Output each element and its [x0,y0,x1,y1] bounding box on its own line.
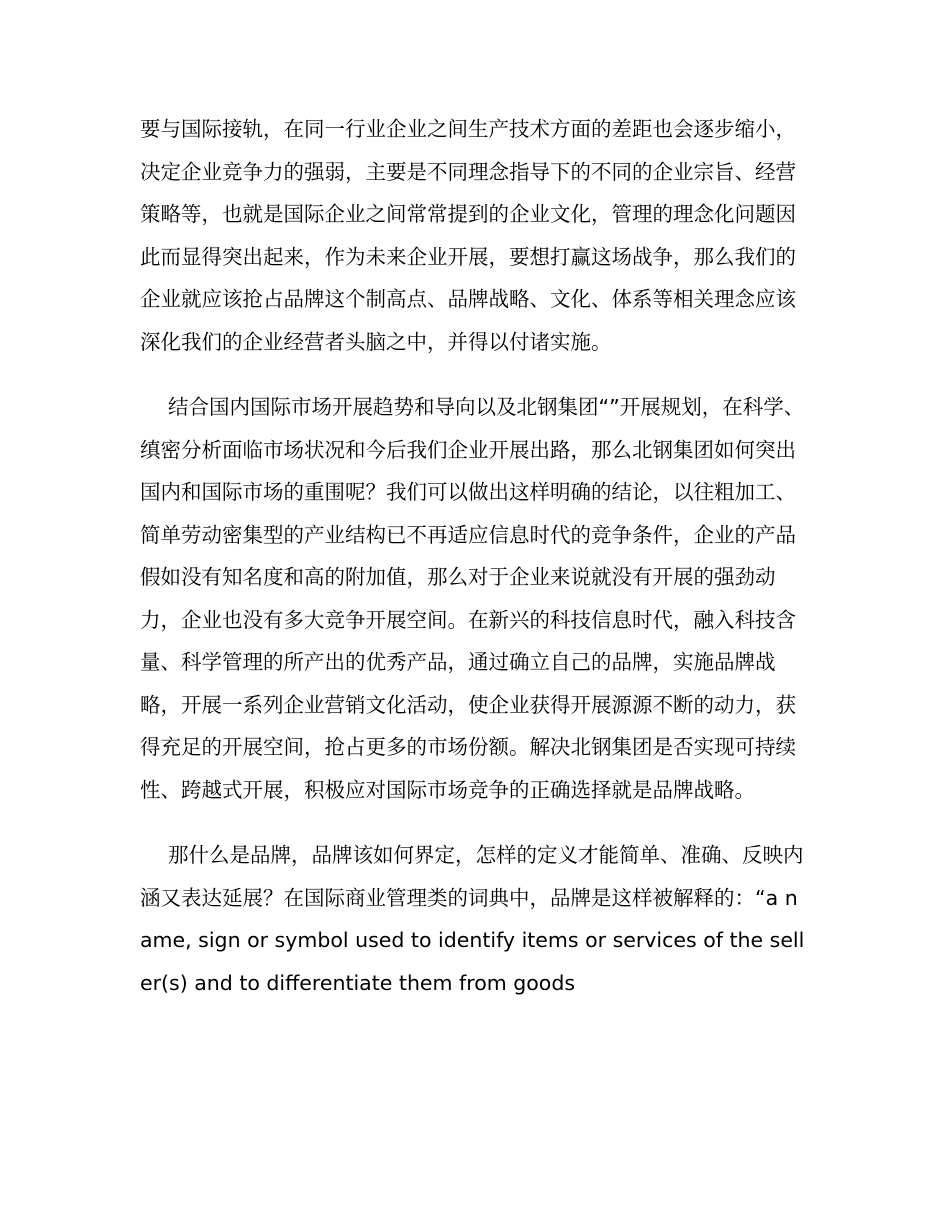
paragraph-1: 要与国际接轨，在同一行业企业之间生产技术方面的差距也会逐步缩小，决定企业竞争力的强弱，主要是不同理念指导下的不同的企业宗旨、经营策略等，也就是国际企业之间常常提到的企业文化，管理的理念化问题因此而显得突出起来，作为未来企业开展，要想打赢这场战争，那么我们的企业就应该抢占品牌这个制高点、品牌战略、文化、体系等相关理念应该深化我们的企业经营者头脑之中，并得以付诸实施。 [140,117,796,354]
document-body [140,108,808,1004]
paragraph-3: 那什么是品牌，品牌该如何界定，怎样的定义才能简单、准确、反映内涵又表达延展？在国际商业管理类的词典中，品牌是这样被解释的：“a name, sign or symbol used to identify items or services of the seller(s) and to differentiate them from goods [140,843,805,995]
paragraph-2: 结合国内国际市场开展趋势和导向以及北钢集团“”开展规划，在科学、缜密分析面临市场状况和今后我们企业开展出路，那么北钢集团如何突出国内和国际市场的重围呢？我们可以做出这样明确的结论，以往粗加工、简单劳动密集型的产业结构已不再适应信息时代的竞争条件，企业的产品假如没有知名度和高的附加值，那么对于企业来说就没有开展的强劲动力，企业也没有多大竞争开展空间。在新兴的科技信息时代，融入科技含量、科学管理的所产出的优秀产品，通过确立自己的品牌，实施品牌战略，开展一系列企业营销文化活动，使企业获得开展源源不断的动力，获得充足的开展空间，抢占更多的市场份额。解决北钢集团是否实现可持续性、跨越式开展，积极应对国际市场竞争的正确选择就是品牌战略。 [140,395,805,802]
